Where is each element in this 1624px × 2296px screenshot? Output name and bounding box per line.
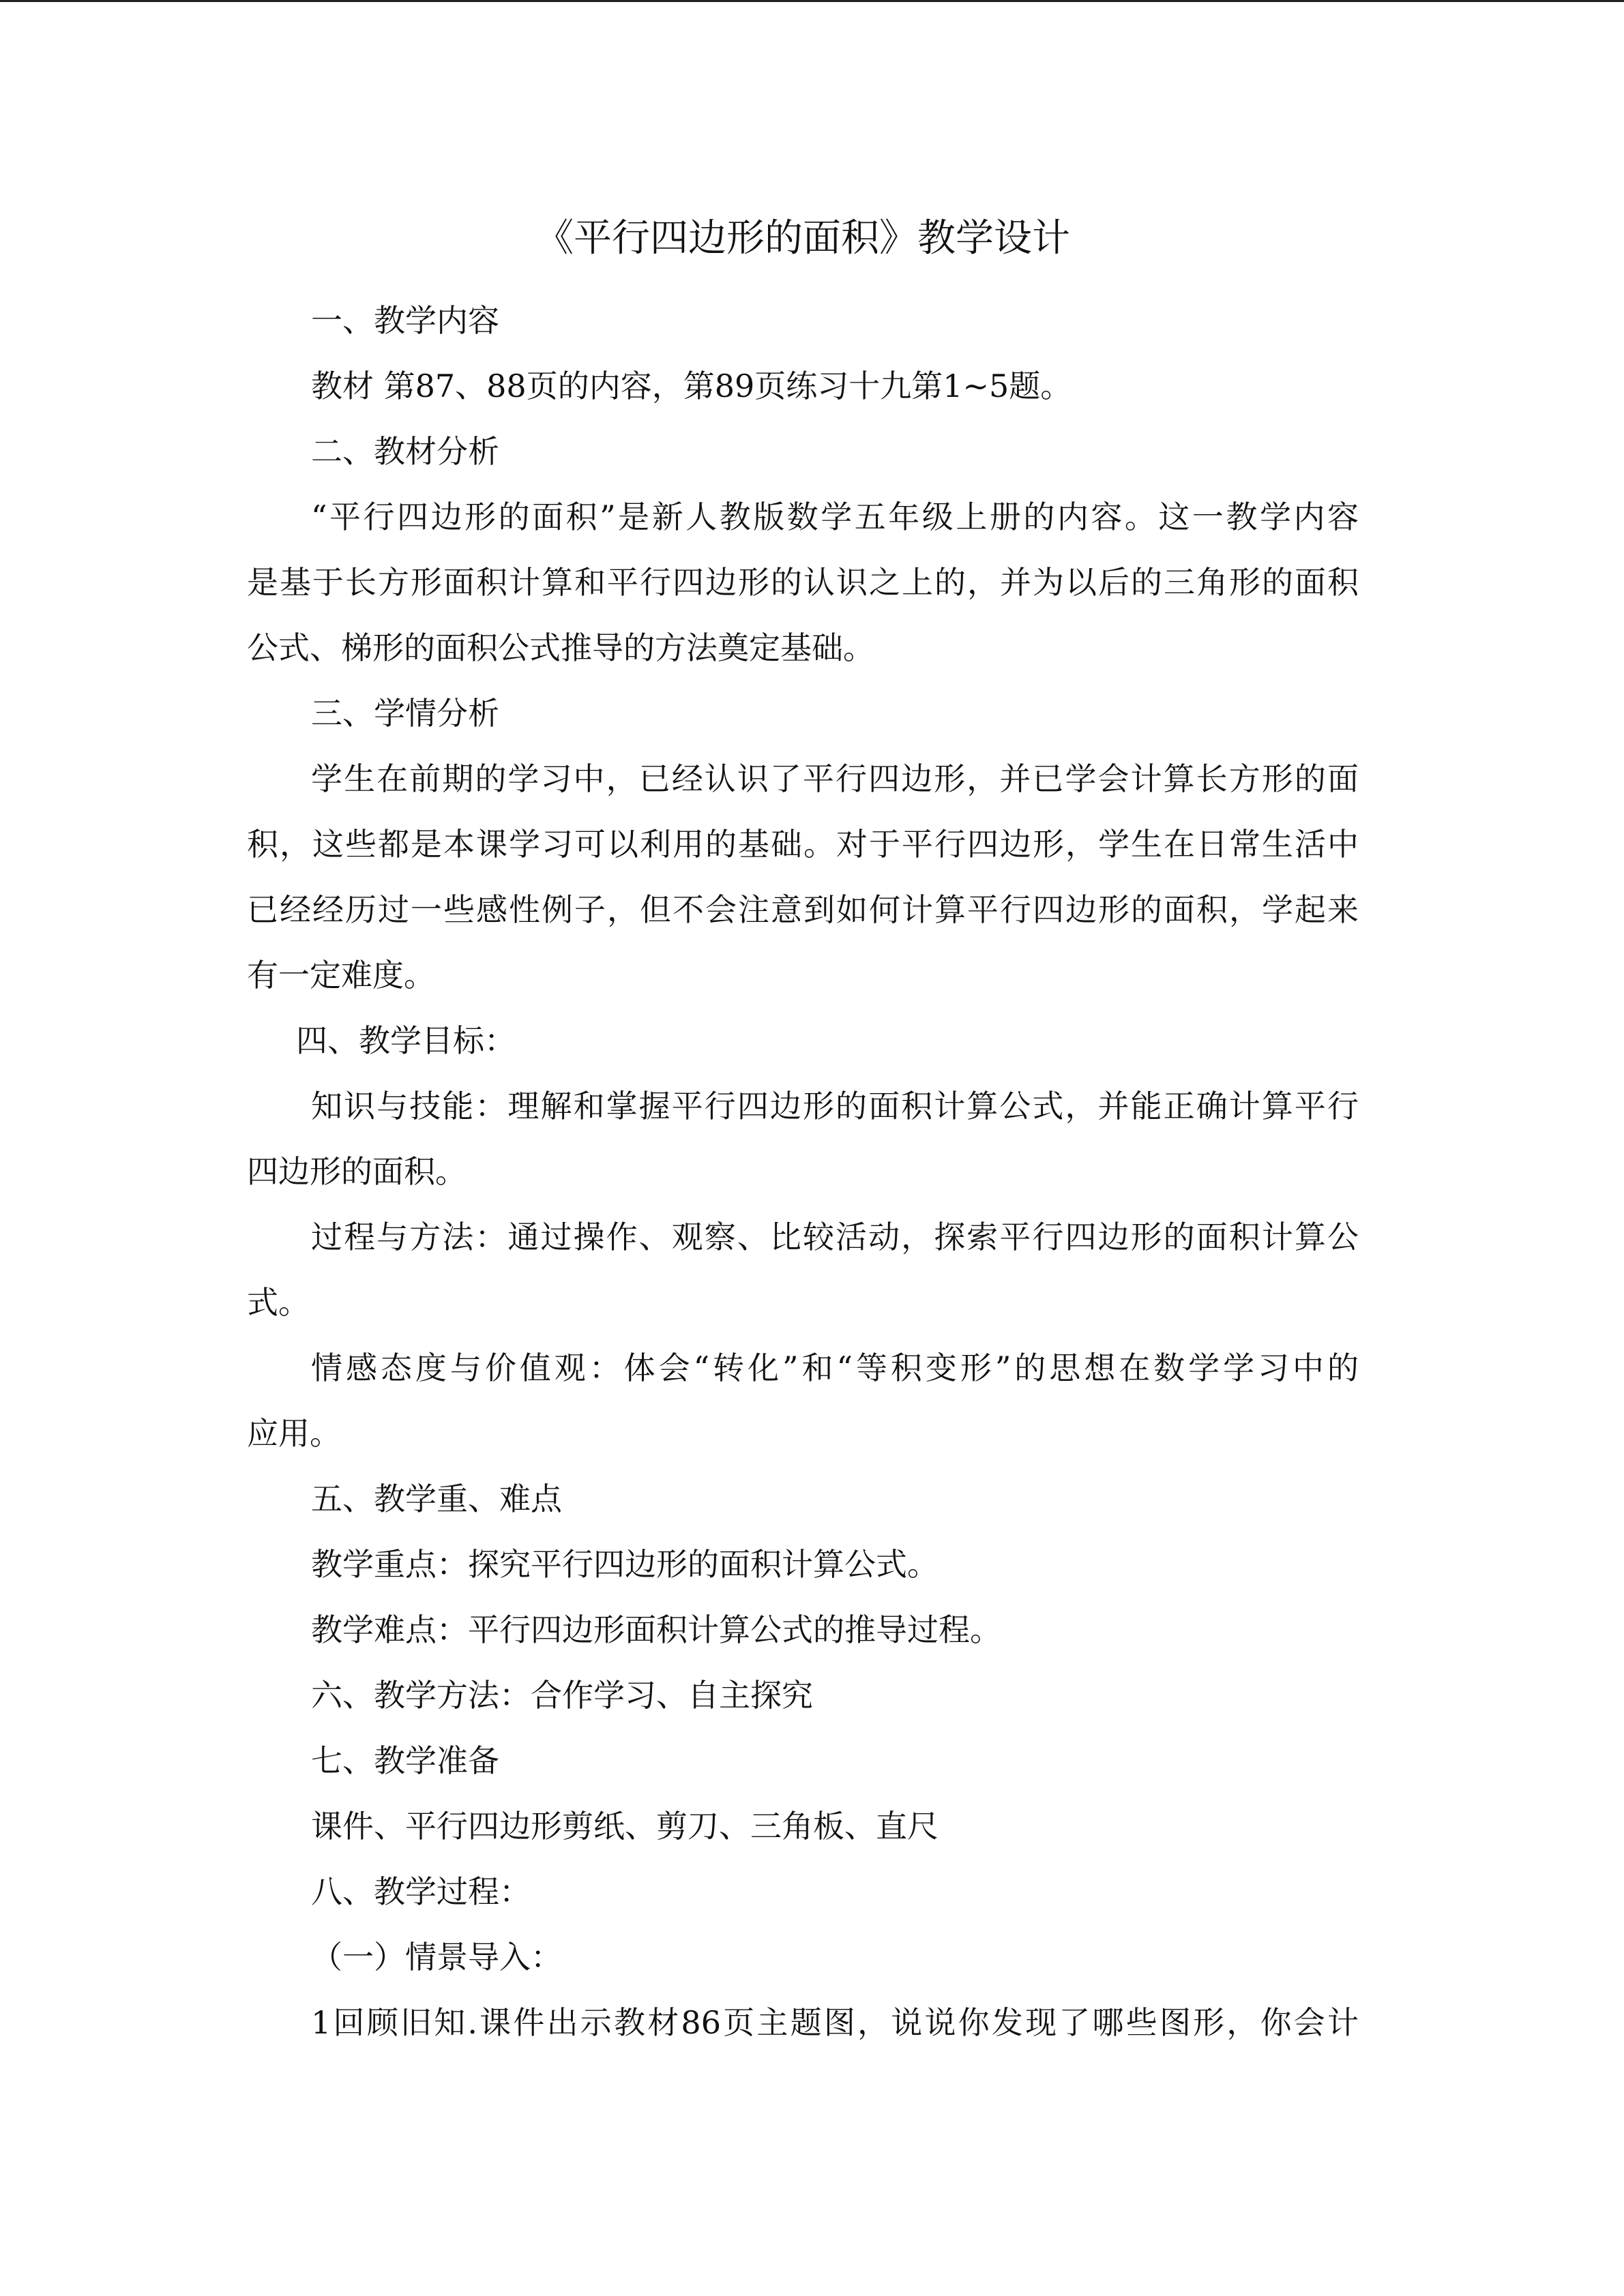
section-heading-objectives: 四、教学目标：	[296, 1022, 516, 1059]
objective-emotion-line-2: 应用。	[247, 1415, 341, 1452]
section-heading-key-points: 五、教学重、难点	[311, 1480, 562, 1517]
material-analysis-line-2: 是基于长方形面积计算和平行四边形的认识之上的，并为以后的三角形的面积	[247, 564, 1359, 601]
section-heading-methods: 六、教学方法：合作学习、自主探究	[311, 1677, 813, 1714]
preparation-items: 课件、平行四边形剪纸、剪刀、三角板、直尺	[311, 1808, 939, 1845]
student-analysis-line-1: 学生在前期的学习中，已经认识了平行四边形，并已学会计算长方形的面	[311, 760, 1359, 797]
teaching-difficult-point: 教学难点：平行四边形面积计算公式的推导过程。	[311, 1611, 1001, 1648]
objective-knowledge-line-2: 四边形的面积。	[247, 1153, 467, 1190]
student-analysis-line-2: 积，这些都是本课学习可以利用的基础。对于平行四边形，学生在日常生活中	[247, 826, 1359, 863]
objective-process-line-2: 式。	[247, 1284, 310, 1321]
objective-emotion-line-1: 情感态度与价值观：体会“转化”和“等积变形”的思想在数学学习中的	[311, 1350, 1359, 1386]
intro-step-1-text: 1回顾旧知.课件出示教材86页主题图，说说你发现了哪些图形，你会计	[311, 2004, 1359, 2041]
section-heading-material-analysis: 二、教材分析	[311, 433, 499, 470]
section-heading-process: 八、教学过程：	[311, 1873, 531, 1910]
teaching-key-point: 教学重点：探究平行四边形的面积计算公式。	[311, 1546, 939, 1583]
student-analysis-line-4: 有一定难度。	[247, 957, 435, 994]
section-heading-student-analysis: 三、学情分析	[311, 695, 499, 732]
textbook-pages-text: 教材 第87、88页的内容，第89页练习十九第1~5题。	[311, 368, 1072, 404]
objective-knowledge-line-1: 知识与技能：理解和掌握平行四边形的面积计算公式，并能正确计算平行	[311, 1088, 1359, 1124]
subsection-heading-intro: （一）情景导入：	[311, 1939, 562, 1976]
student-analysis-line-3: 已经经历过一些感性例子，但不会注意到如何计算平行四边形的面积，学起来	[247, 891, 1359, 928]
material-analysis-line-3: 公式、梯形的面积公式推导的方法奠定基础。	[247, 629, 874, 666]
top-border-line	[0, 0, 1624, 2]
document-title: 《平行四边形的面积》教学设计	[535, 216, 1070, 260]
section-heading-preparation: 七、教学准备	[311, 1742, 499, 1779]
material-analysis-line-1: “平行四边形的面积”是新人教版数学五年级上册的内容。这一教学内容	[311, 498, 1359, 535]
objective-process-line-1: 过程与方法：通过操作、观察、比较活动，探索平行四边形的面积计算公	[311, 1219, 1359, 1255]
section-heading-content: 一、教学内容	[311, 302, 499, 339]
